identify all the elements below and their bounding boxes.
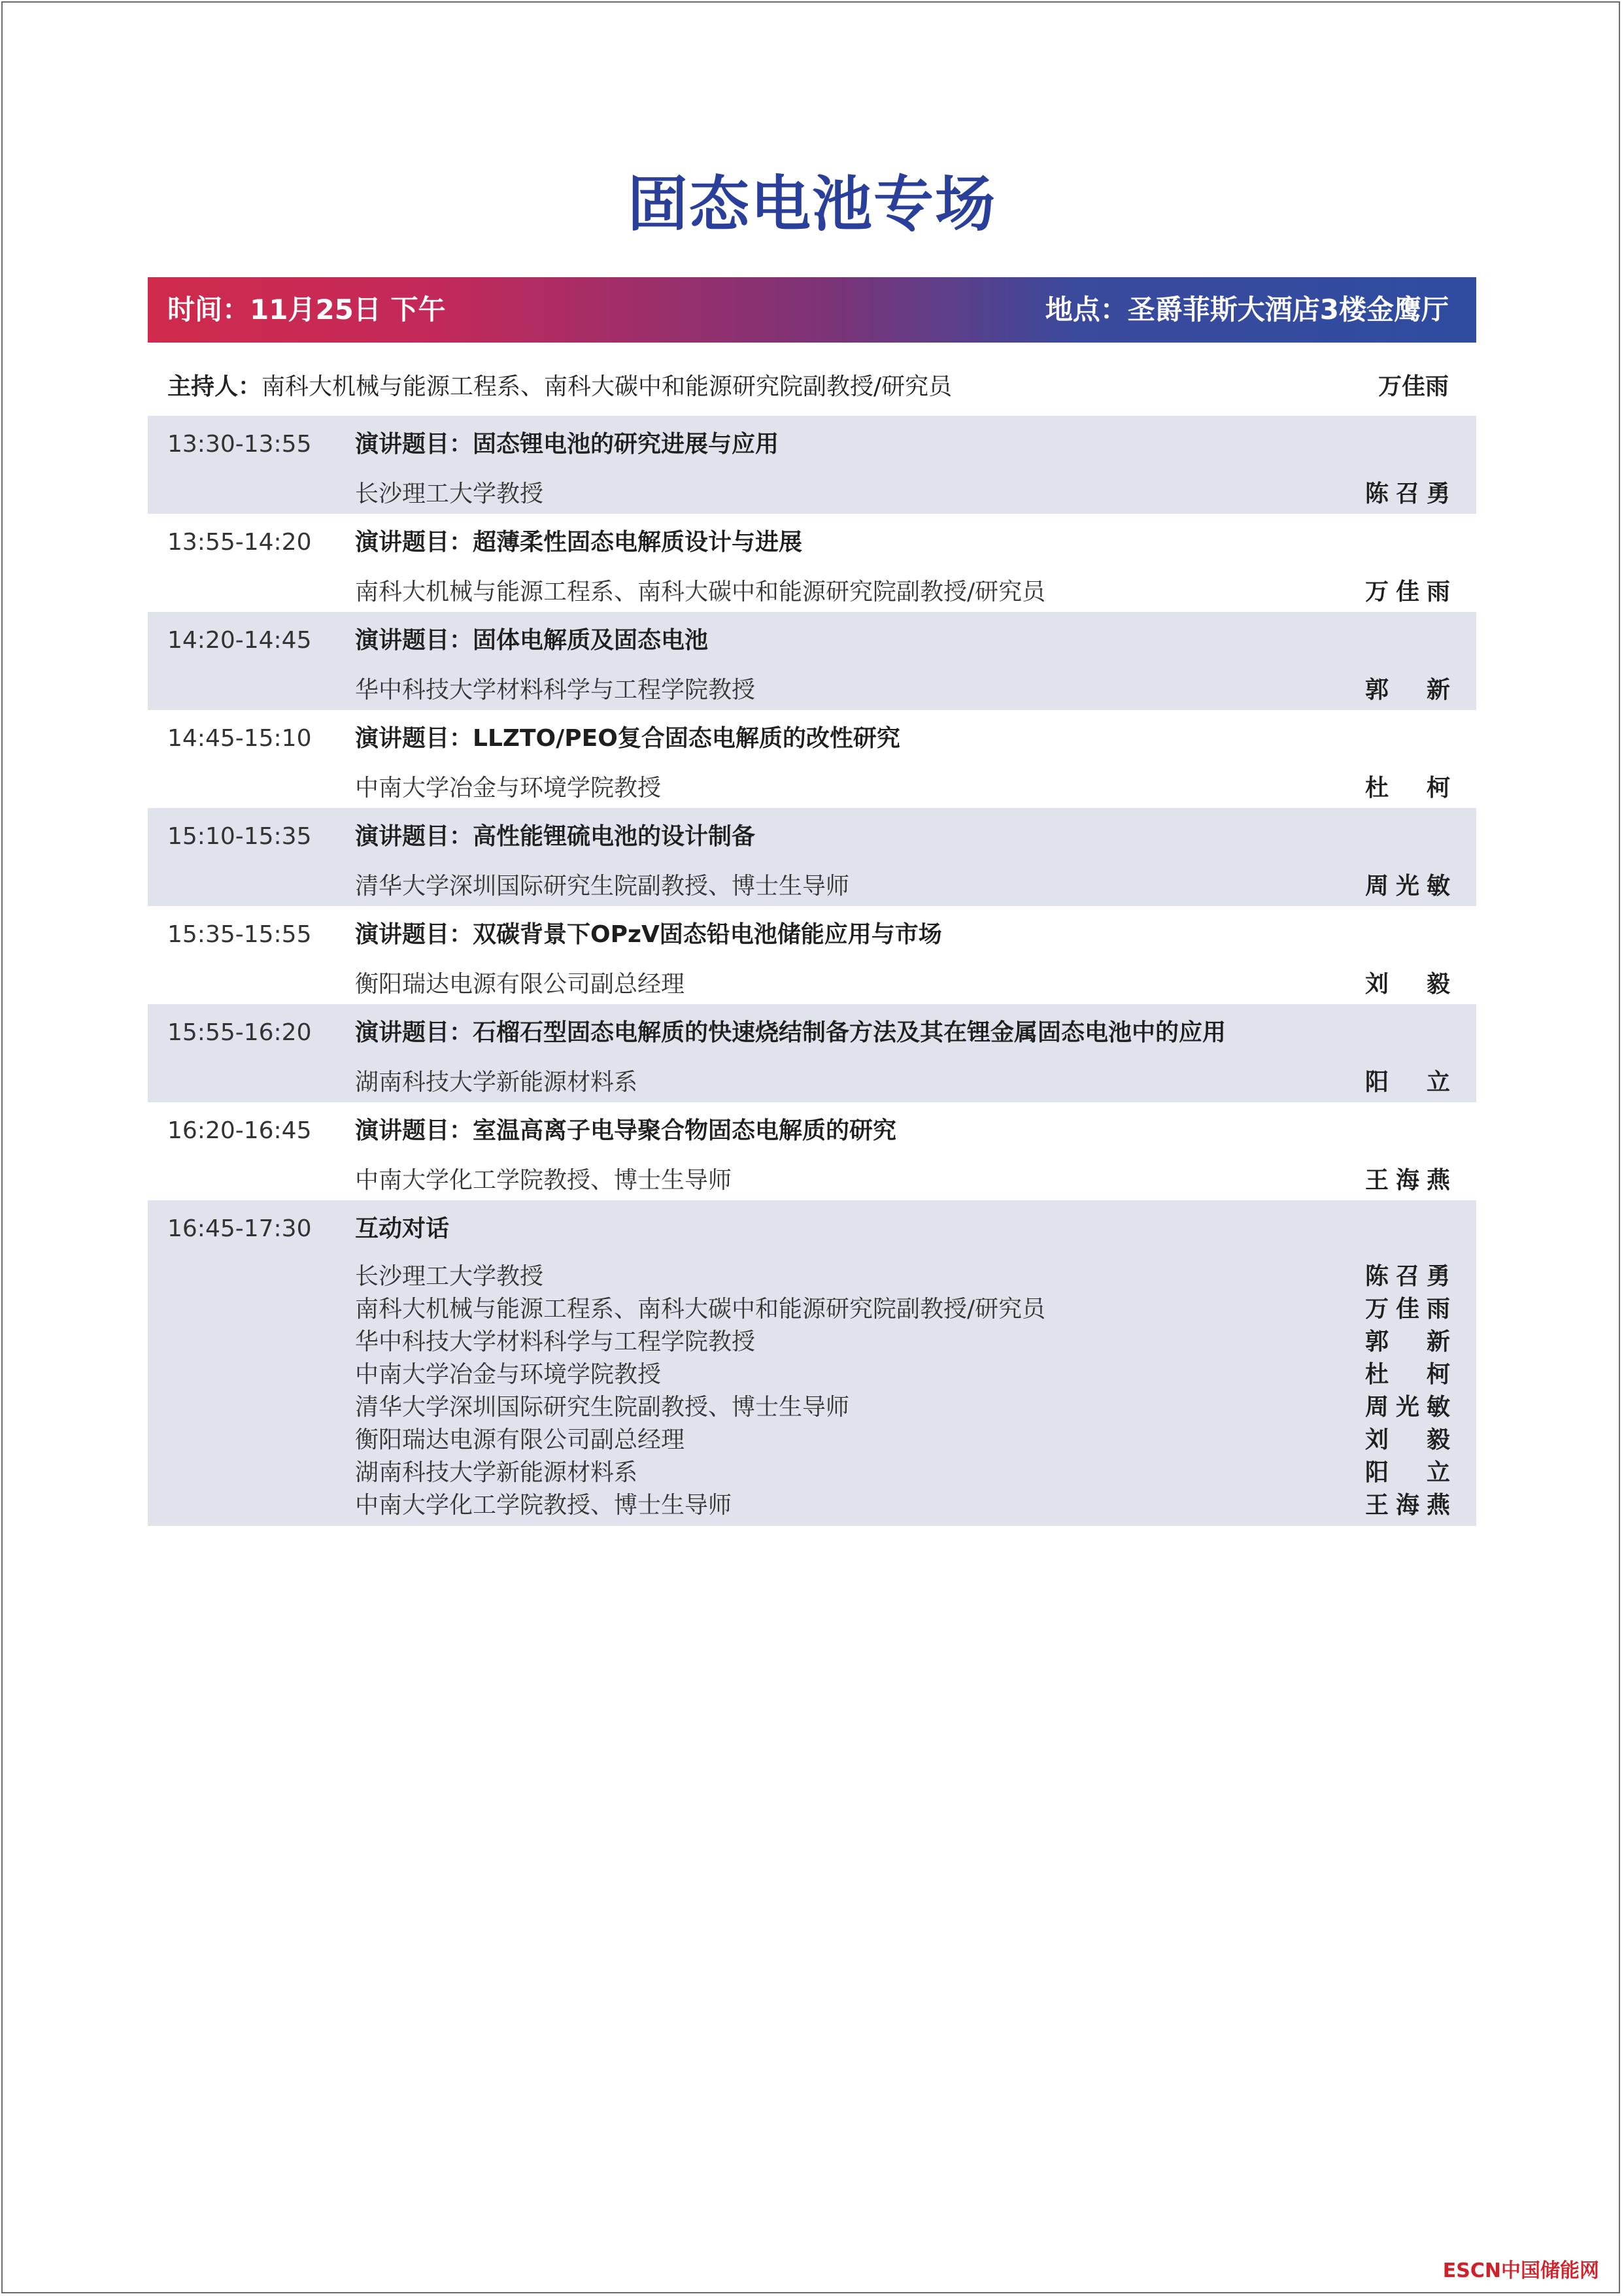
session-time: 15:35-15:55: [167, 921, 312, 948]
participant-name: 周光敏: [1365, 1394, 1450, 1421]
banner-time: 时间：11月25日 下午: [167, 294, 446, 326]
participant-name: 郭新: [1365, 1328, 1450, 1355]
speaker-affiliation: 衡阳瑞达电源有限公司副总经理: [355, 971, 685, 998]
session-time: 14:45-15:10: [167, 725, 312, 752]
speaker-affiliation: 清华大学深圳国际研究生院副教授、博士生导师: [355, 873, 850, 900]
page-title: 固态电池专场: [627, 169, 996, 239]
panel-participant: [355, 1293, 1450, 1326]
speaker-affiliation: 湖南科技大学新能源材料系: [355, 1069, 638, 1096]
speaker-affiliation: 华中科技大学材料科学与工程学院教授: [355, 677, 756, 703]
session-topic: 演讲题目：室温高离子电导聚合物固态电解质的研究: [355, 1117, 897, 1144]
session-row: [148, 1102, 1476, 1200]
panel-discussion-row: [148, 1200, 1476, 1526]
session-time: 16:20-16:45: [167, 1117, 312, 1144]
session-topic: 演讲题目：双碳背景下OPzV固态铅电池储能应用与市场: [355, 921, 942, 948]
session-row: [148, 612, 1476, 710]
speaker-name: 陈召勇: [1365, 481, 1450, 507]
session-topic: 演讲题目：高性能锂硫电池的设计制备: [355, 823, 756, 850]
participant-affiliation: 中南大学冶金与环境学院教授: [355, 1361, 662, 1388]
session-time: 13:55-14:20: [167, 529, 312, 556]
session-topic: 演讲题目：石榴石型固态电解质的快速烧结制备方法及其在锂金属固态电池中的应用: [355, 1019, 1226, 1046]
host-name: 万佳雨: [1378, 373, 1449, 400]
speaker-affiliation: 中南大学冶金与环境学院教授: [355, 775, 662, 802]
participant-name: 杜柯: [1365, 1361, 1450, 1388]
speaker-affiliation: 长沙理工大学教授: [355, 481, 544, 507]
panel-topic: 互动对话: [355, 1215, 450, 1242]
participant-affiliation: 清华大学深圳国际研究生院副教授、博士生导师: [355, 1394, 850, 1421]
host-label: 主持人：: [167, 373, 262, 400]
participant-affiliation: 南科大机械与能源工程系、南科大碳中和能源研究院副教授/研究员: [355, 1296, 1046, 1323]
session-row: [148, 808, 1476, 906]
panel-participant: [355, 1457, 1450, 1489]
panel-participant: [355, 1359, 1450, 1391]
participant-affiliation: 长沙理工大学教授: [355, 1263, 544, 1290]
speaker-affiliation: 南科大机械与能源工程系、南科大碳中和能源研究院副教授/研究员: [355, 579, 1046, 605]
session-row: [148, 514, 1476, 612]
speaker-name: 阳立: [1365, 1069, 1450, 1096]
session-row: [148, 710, 1476, 808]
panel-participant-list: [355, 1260, 1450, 1522]
session-time: 15:10-15:35: [167, 823, 312, 850]
session-time: 14:20-14:45: [167, 627, 312, 654]
session-row: [148, 1004, 1476, 1102]
speaker-name: 周光敏: [1365, 873, 1450, 900]
participant-name: 陈召勇: [1365, 1263, 1450, 1290]
participant-name: 王海燕: [1365, 1492, 1450, 1519]
speaker-name: 王海燕: [1365, 1167, 1450, 1194]
escn-logo: ESCN中国储能网: [1442, 2259, 1599, 2282]
host-affiliation: 南科大机械与能源工程系、南科大碳中和能源研究院副教授/研究员: [262, 373, 953, 400]
session-time: 15:55-16:20: [167, 1019, 312, 1046]
session-topic: 演讲题目：LLZTO/PEO复合固态电解质的改性研究: [355, 725, 900, 752]
session-row: [148, 416, 1476, 514]
session-topic: 演讲题目：固态锂电池的研究进展与应用: [355, 431, 779, 458]
panel-time: 16:45-17:30: [167, 1215, 312, 1242]
panel-participant: [355, 1424, 1450, 1457]
speaker-affiliation: 中南大学化工学院教授、博士生导师: [355, 1167, 732, 1194]
participant-name: 万佳雨: [1365, 1296, 1450, 1323]
panel-participant: [355, 1326, 1450, 1359]
time-venue-banner: [148, 277, 1476, 343]
participant-affiliation: 湖南科技大学新能源材料系: [355, 1459, 638, 1486]
speaker-name: 刘毅: [1365, 971, 1450, 998]
participant-affiliation: 中南大学化工学院教授、博士生导师: [355, 1492, 732, 1519]
participant-affiliation: 华中科技大学材料科学与工程学院教授: [355, 1328, 756, 1355]
host-row: [167, 367, 1449, 407]
panel-participant: [355, 1489, 1450, 1522]
participant-name: 阳立: [1365, 1459, 1450, 1486]
session-topic: 演讲题目：固体电解质及固态电池: [355, 627, 709, 654]
participant-name: 刘毅: [1365, 1427, 1450, 1453]
panel-participant: [355, 1260, 1450, 1293]
banner-venue: 地点：圣爵菲斯大酒店3楼金鹰厅: [1045, 294, 1449, 326]
speaker-name: 郭新: [1365, 677, 1450, 703]
session-time: 13:30-13:55: [167, 431, 312, 458]
participant-affiliation: 衡阳瑞达电源有限公司副总经理: [355, 1427, 685, 1453]
session-topic: 演讲题目：超薄柔性固态电解质设计与进展: [355, 529, 803, 556]
speaker-name: 万佳雨: [1365, 579, 1450, 605]
panel-participant: [355, 1391, 1450, 1424]
session-row: [148, 906, 1476, 1004]
speaker-name: 杜柯: [1365, 775, 1450, 802]
